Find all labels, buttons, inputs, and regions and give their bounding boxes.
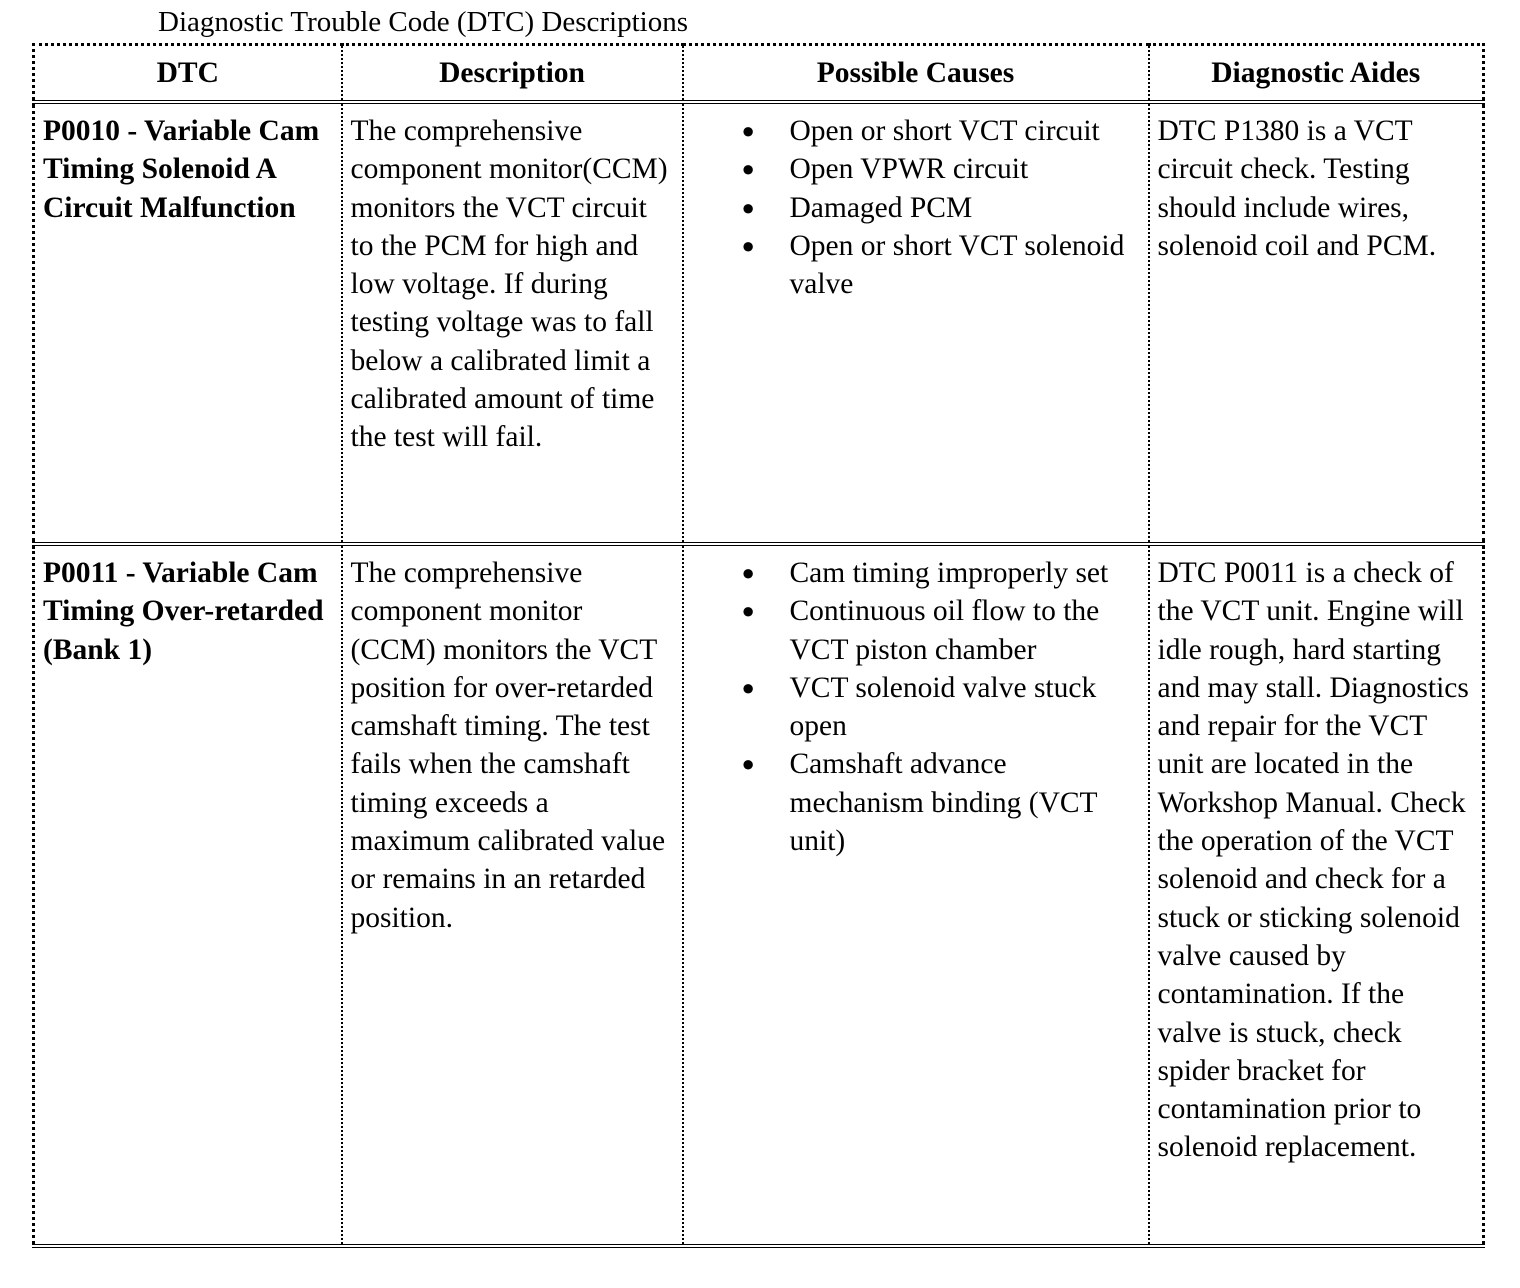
- cause-item: [692, 189, 1140, 227]
- header-diagnostic-aides: Diagnostic Aides: [1149, 45, 1484, 103]
- cause-text: Damaged PCM: [789, 191, 973, 224]
- bullet-icon: ●: [741, 560, 755, 585]
- cause-text: Open or short VCT circuit: [789, 115, 1100, 147]
- bullet-icon: ●: [741, 598, 755, 624]
- cause-item: [692, 227, 1140, 304]
- header-possible-causes: Possible Causes: [683, 45, 1149, 103]
- description-cell: The comprehensive component monitor (CCM) monitors the VCT position for over-retarded camshaft timing. The test fails when the camshaft timing exceeds a maximum calibrated value or remains in an retarded position.: [342, 544, 683, 1246]
- cause-text: Open VPWR circuit: [789, 153, 1029, 186]
- table-caption: Diagnostic Trouble Code (DTC) Descriptions: [158, 6, 689, 38]
- header-dtc: DTC: [34, 45, 342, 103]
- bullet-icon: ●: [741, 156, 755, 182]
- cause-text: Continuous oil flow to the VCT piston chamber: [789, 595, 1100, 666]
- causes-cell: [683, 544, 1149, 1246]
- bullet-icon: ●: [741, 118, 755, 143]
- bullet-icon: ●: [741, 751, 755, 777]
- dtc-code-cell: P0010 - Variable Cam Timing Solenoid A Circuit Malfunction: [34, 102, 342, 544]
- causes-cell: [683, 102, 1149, 544]
- cause-text: VCT solenoid valve stuck open: [789, 671, 1097, 743]
- cause-item: [692, 592, 1140, 669]
- dtc-table: [32, 43, 1485, 1248]
- cause-text: Cam timing improperly set: [789, 557, 1109, 589]
- causes-list: [692, 112, 1140, 303]
- diagnostic-aides-cell: DTC P1380 is a VCT circuit check. Testing should include wires, solenoid coil and PCM.: [1149, 102, 1484, 544]
- header-description: Description: [342, 45, 683, 103]
- bullet-icon: ●: [741, 194, 755, 220]
- dtc-code-cell: P0011 - Variable Cam Timing Over-retarded (Bank 1): [34, 544, 342, 1246]
- diagnostic-aides-cell: DTC P0011 is a check of the VCT unit. Engine will idle rough, hard starting and may stall. Diagnostics and repair for the VCT unit are located in the Workshop Manual. Check the operation of the VCT solenoid and check for a stuck or sticking solenoid valve caused by contamination. If the valve is stuck, check spider bracket for contamination prior to solenoid replacement.: [1149, 544, 1484, 1246]
- bullet-icon: ●: [741, 232, 755, 258]
- table-row-p0011: [34, 544, 1484, 1246]
- table-row-p0010: [34, 102, 1484, 544]
- header-row: [34, 45, 1484, 103]
- cause-text: Open or short VCT solenoid valve: [789, 229, 1125, 301]
- cause-item: [692, 669, 1140, 746]
- cause-item: [692, 554, 1140, 592]
- causes-list: [692, 554, 1140, 860]
- description-cell: The comprehensive component monitor(CCM) monitors the VCT circuit to the PCM for high and low voltage. If during testing voltage was to fall below a calibrated limit a calibrated amount of time the test will fail.: [342, 102, 683, 544]
- bullet-icon: ●: [741, 674, 755, 700]
- cause-item: [692, 112, 1140, 150]
- cause-item: [692, 745, 1140, 860]
- cause-text: Camshaft advance mechanism binding (VCT unit): [789, 748, 1098, 858]
- cause-item: [692, 150, 1140, 188]
